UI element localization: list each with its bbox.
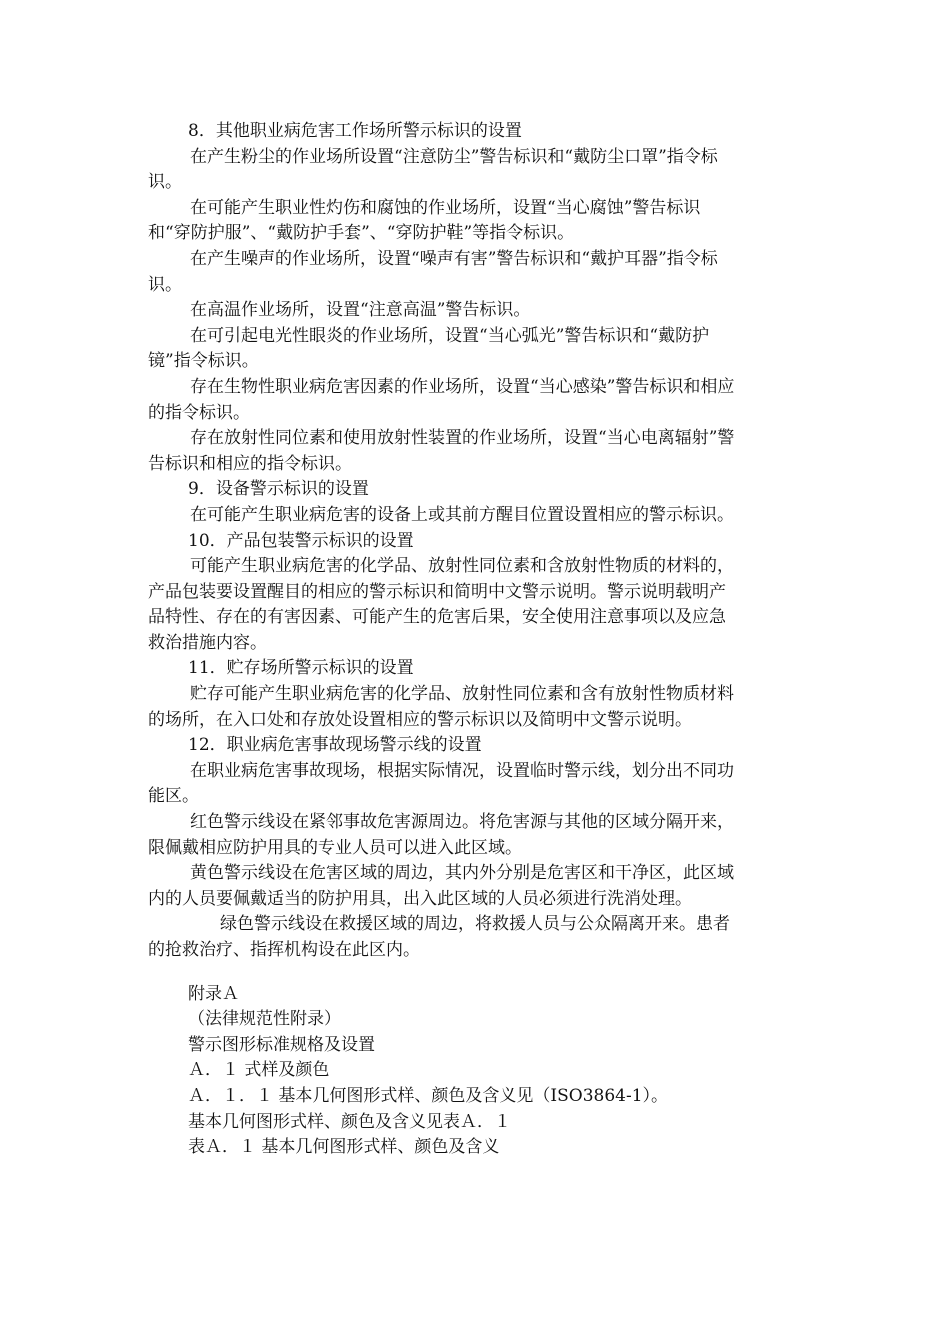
paragraph-line: 品特性、存在的有害因素、可能产生的危害后果，安全使用注意事项以及应急 [148,607,726,628]
section-heading: 9．设备警示标识的设置 [188,479,369,500]
paragraph-line: 在产生粉尘的作业场所设置“注意防尘”警告标识和“戴防尘口罩”指令标 [190,146,718,167]
paragraph-line: 内的人员要佩戴适当的防护用具，出入此区域的人员必须进行洗消处理。 [148,888,692,909]
paragraph-line: 镜”指令标识。 [148,351,259,372]
paragraph-line: 告标识和相应的指令标识。 [148,453,352,474]
appendix-line: （法律规范性附录） [188,1009,341,1030]
paragraph-line: 在可引起电光性眼炎的作业场所，设置“当心弧光”警告标识和“戴防护 [190,325,710,346]
paragraph-line: 识。 [148,274,182,295]
paragraph-line: 的场所，在入口处和存放处设置相应的警示标识以及简明中文警示说明。 [148,709,692,730]
paragraph-line: 识。 [148,172,182,193]
paragraph-line: 在可能产生职业性灼伤和腐蚀的作业场所，设置“当心腐蚀”警告标识 [190,197,701,218]
paragraph-line: 的抢救治疗、指挥机构设在此区内。 [148,940,420,960]
paragraph-line: 在高温作业场所，设置“注意高温”警告标识。 [190,300,531,321]
appendix-line: 附录Ａ [188,983,239,1004]
paragraph-line: 存在放射性同位素和使用放射性装置的作业场所，设置“当心电离辐射”警 [190,428,735,449]
section-heading: 11．贮存场所警示标识的设置 [188,658,414,679]
paragraph-line: 黄色警示线设在危害区域的周边，其内外分别是危害区和干净区，此区域 [190,863,734,884]
section-heading: 12．职业病危害事故现场警示线的设置 [188,735,482,756]
appendix-line: 基本几何图形式样、颜色及含义见表Ａ．１ [188,1111,511,1132]
appendix-line: Ａ．１ 式样及颜色 [188,1060,330,1081]
appendix-line: 表Ａ．１ 基本几何图形式样、颜色及含义 [188,1137,500,1158]
paragraph-line: 救治措施内容。 [148,632,267,653]
paragraph-line: 在可能产生职业病危害的设备上或其前方醒目位置设置相应的警示标识。 [190,504,734,525]
paragraph-line: 限佩戴相应防护用具的专业人员可以进入此区域。 [148,837,522,858]
spacer [148,964,808,982]
section-heading: 8．其他职业病危害工作场所警示标识的设置 [188,121,522,141]
paragraph-line: 和“穿防护服”、“戴防护手套”、“穿防护鞋”等指令标识。 [148,223,575,244]
paragraph-line: 在产生噪声的作业场所，设置“噪声有害”警告标识和“戴护耳器”指令标 [190,248,718,269]
paragraph-line: 的指令标识。 [148,402,250,423]
paragraph-line: 存在生物性职业病危害因素的作业场所，设置“当心感染”警告标识和相应 [190,376,735,397]
document-page [148,119,808,1161]
paragraph-line: 可能产生职业病危害的化学品、放射性同位素和含放射性物质的材料的， [190,556,734,577]
paragraph-line: 贮存可能产生职业病危害的化学品、放射性同位素和含有放射性物质材料 [190,684,734,705]
paragraph-line: 在职业病危害事故现场，根据实际情况，设置临时警示线，划分出不同功 [190,760,734,781]
paragraph-line: 产品包装要设置醒目的相应的警示标识和简明中文警示说明。警示说明载明产 [148,581,726,602]
paragraph-line: 绿色警示线设在救援区域的周边，将救援人员与公众隔离开来。患者 [220,914,730,935]
paragraph-line: 红色警示线设在紧邻事故危害源周边。将危害源与其他的区域分隔开来， [190,812,734,833]
paragraph-line: 能区。 [148,786,199,807]
appendix-line: 警示图形标准规格及设置 [188,1034,375,1055]
appendix-line: Ａ．１．１ 基本几何图形式样、颜色及含义见（ISO3864-1）。 [188,1085,669,1106]
section-heading: 10．产品包装警示标识的设置 [188,530,414,551]
